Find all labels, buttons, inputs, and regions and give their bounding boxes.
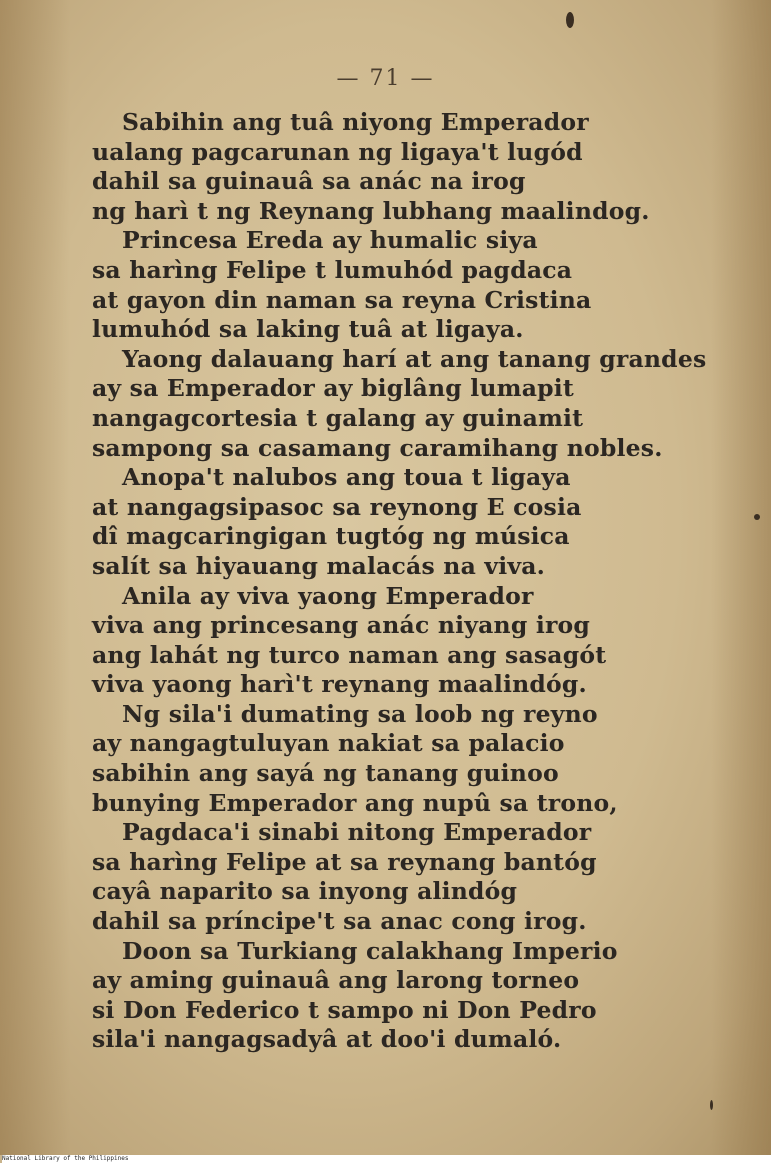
verse-line: Ng sila'i dumating sa loob ng reyno [122, 699, 598, 728]
verse-text [92, 108, 742, 1055]
page-edge-shadow-left [0, 0, 70, 1155]
verse-line: ualang pagcarunan ng ligaya't lugód [92, 137, 583, 166]
verse-line: viva yaong harì't reynang maalindóg. [92, 670, 587, 699]
verse-line: cayâ naparito sa inyong alindóg [92, 877, 518, 906]
verse-line: dahil sa príncipe't sa anac cong irog. [92, 907, 587, 936]
verse-line: sabihin ang sayá ng tanang guinoo [92, 759, 559, 788]
verse-line: viva ang princesang anác niyang irog [92, 611, 591, 640]
verse-line: Pagdaca'i sinabi nitong Emperador [122, 818, 592, 847]
verse-line: bunying Emperador ang nupû sa trono, [92, 788, 618, 817]
page-number: — 71 — [336, 66, 435, 91]
verse-line: Doon sa Turkiang calakhang Imperio [122, 936, 618, 965]
verse-line: ang lahát ng turco naman ang sasagót [92, 640, 607, 669]
verse-line: Princesa Ereda ay humalic siya [122, 226, 538, 255]
verse-line: si Don Federico t sampo ni Don Pedro [92, 995, 597, 1024]
verse-line: dî magcaringigan tugtóg ng música [92, 522, 570, 551]
verse-line: ay sa Emperador ay biglâng lumapit [92, 374, 574, 403]
verse-line: nangagcortesia t galang ay guinamit [92, 403, 584, 432]
verse-line: sa harìng Felipe at sa reynang bantóg [92, 847, 597, 876]
verse-line: at gayon din naman sa reyna Cristina [92, 285, 592, 314]
verse-line: sa harìng Felipe t lumuhód pagdaca [92, 255, 573, 284]
verse-line: Sabihin ang tuâ niyong Emperador [122, 108, 589, 136]
verse-line: lumuhód sa laking tuâ at ligaya. [92, 315, 524, 344]
verse-line: ay aming guinauâ ang larong torneo [92, 966, 580, 995]
verse-line: Anopa't nalubos ang toua t ligaya [122, 463, 571, 492]
ink-speck [710, 1100, 713, 1110]
verse-line: ay nangagtuluyan nakiat sa palacio [92, 729, 565, 758]
verse-line: sampong sa casamang caramihang nobles. [92, 433, 663, 462]
verse-line: Yaong dalauang harí at ang tanang grandes [122, 344, 707, 373]
ink-speck [754, 514, 760, 520]
ink-speck [566, 12, 574, 28]
verse-line: dahil sa guinauâ sa anác na irog [92, 167, 526, 196]
verse-line: at nangagsipasoc sa reynong E cosia [92, 492, 582, 521]
verse-line: ng harì t ng Reynang lubhang maalindog. [92, 196, 650, 225]
verse-line: sila'i nangagsadyâ at doo'i dumaló. [92, 1025, 562, 1054]
library-credit: National Library of the Philippines [2, 1155, 771, 1163]
verse-line: Anila ay viva yaong Emperador [122, 581, 534, 610]
verse-line: salít sa hiyauang malacás na viva. [92, 551, 546, 580]
